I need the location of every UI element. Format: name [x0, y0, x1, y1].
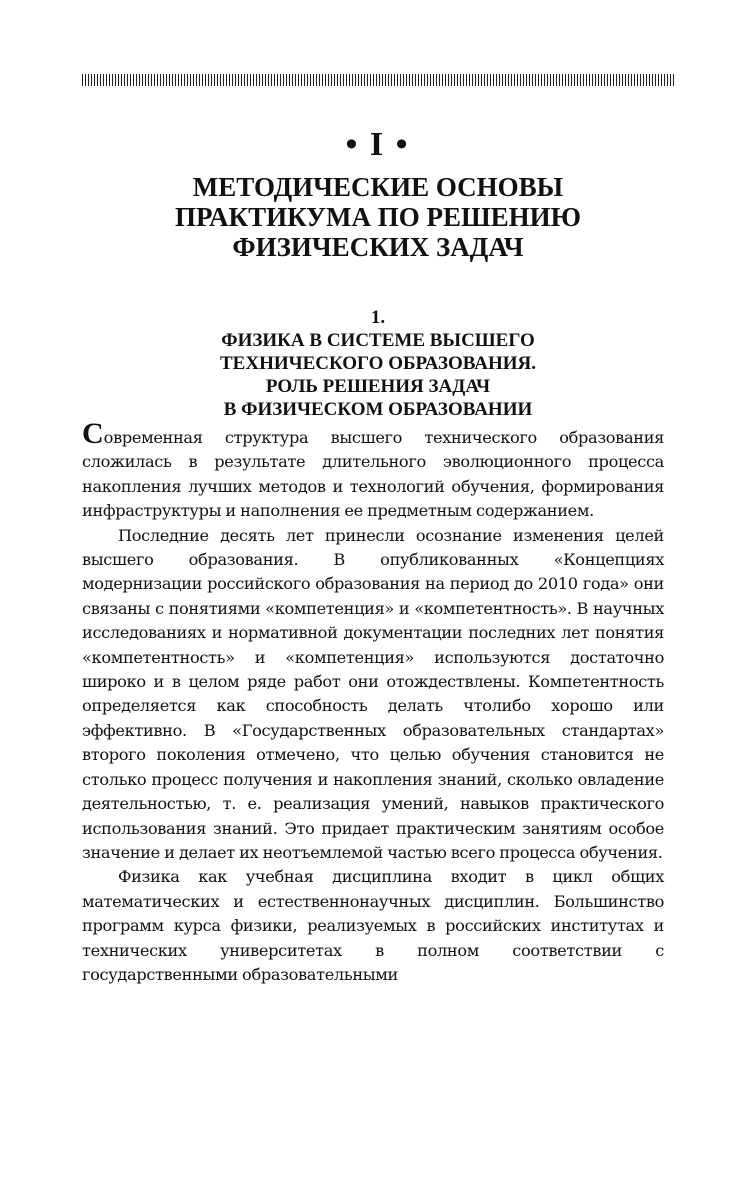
part-number: • I •: [345, 126, 410, 163]
chapter-heading: [82, 306, 674, 421]
chapter-number: 1.: [370, 307, 386, 328]
part-title-line: ПРАКТИКУМА ПО РЕШЕНИЮ: [174, 202, 582, 232]
header-ornament-rule: [82, 74, 674, 86]
drop-cap: С: [82, 417, 104, 450]
chapter-title-line: В ФИЗИЧЕСКОМ ОБРАЗОВАНИИ: [223, 399, 533, 420]
paragraph-3: Физика как учебная дисциплина входит в цикл общих математических и естественнонаучных дисциплин. Большинство программ курса физики, реализуемых в российских институтах и технических университетах в полном соответствии с государственными образовательными: [82, 867, 664, 984]
paragraph-1-text: овременная структура высшего технического образования сложилась в результате длительного эволюционного процесса накопления лучших методов и технологий обучения, формирования инфраструктуры и наполнения ее предметным содержанием.: [82, 428, 664, 521]
part-title-line: ФИЗИЧЕСКИХ ЗАДАЧ: [232, 232, 524, 262]
part-title: [82, 172, 674, 262]
paragraph-2: Последние десять лет принесли осознание изменения целей высшего образования. В опубликованных «Концепциях модернизации российского образования на период до 2010 года» они связаны с понятиями «компетенция» и «компетентность». В научных исследованиях и нормативной документации последних лет понятия «компетентность» и «компетенция» используются достаточно широко и в целом ряде работ они отождествлены. Компетентность определяется как способность делать чтолибо хорошо или эффективно. В «Государственных образовательных стандартах» второго поколения отмечено, что целью обучения становится не столько процесс получения и накопления знаний, сколько овладение деятельностью, т. е. реализация умений, навыков практического использования знаний. Это придает практическим занятиям особое значение и делает их неотъемлемой частью всего процесса обучения.: [82, 525, 664, 862]
chapter-title-line: РОЛЬ РЕШЕНИЯ ЗАДАЧ: [265, 376, 491, 397]
body-text: [82, 417, 664, 987]
chapter-title-line: ТЕХНИЧЕСКОГО ОБРАЗОВАНИЯ.: [220, 353, 536, 374]
chapter-title-line: ФИЗИКА В СИСТЕМЕ ВЫСШЕГО: [221, 330, 535, 351]
paragraph-1: [82, 417, 664, 524]
part-title-line: МЕТОДИЧЕСКИЕ ОСНОВЫ: [192, 172, 564, 202]
